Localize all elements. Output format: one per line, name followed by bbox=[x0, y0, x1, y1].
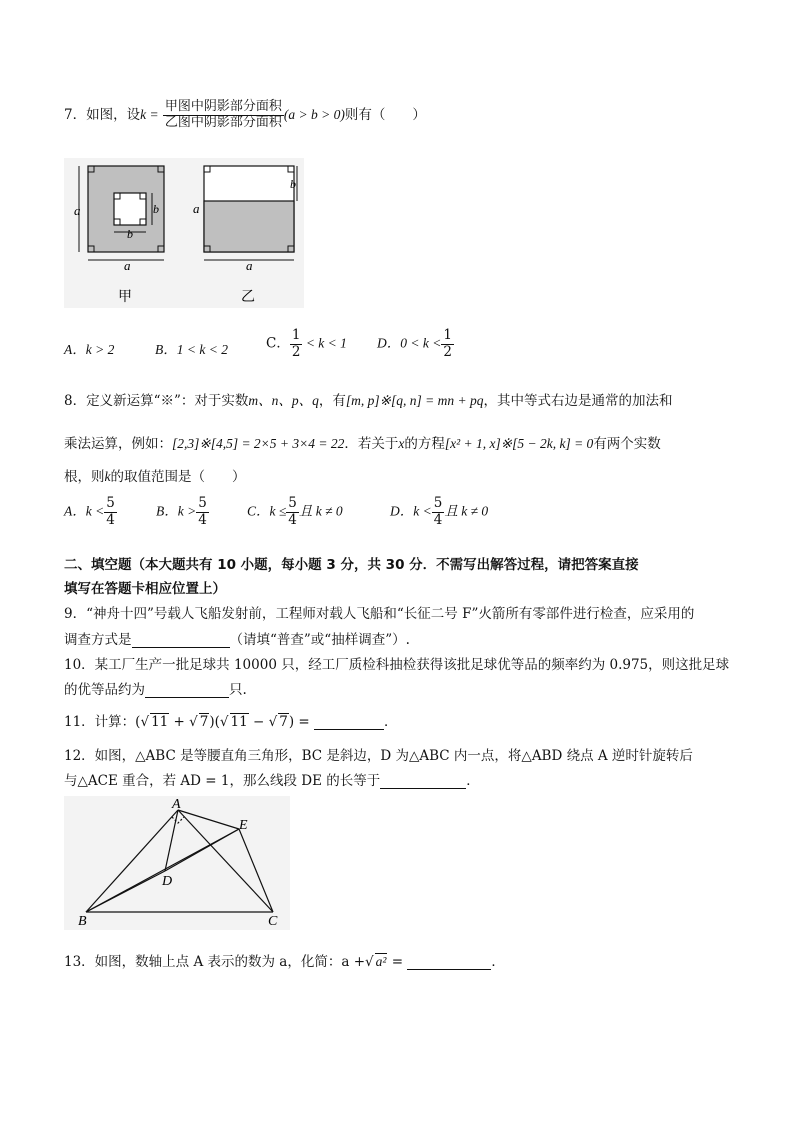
q8-line2: 乘法运算，例如：[2,3]※[4,5] = 2×5 + 3×4 = 22．若关于x的方程[x² + 1, x]※[5 − 2k, k] = 0有两个实数 bbox=[64, 436, 661, 452]
section2-heading-line2: 填写在答题卡相应位置上） bbox=[64, 581, 226, 597]
jia-a-label-v: a bbox=[74, 203, 81, 218]
q7-denominator: 乙图中阴影部分面积 bbox=[164, 114, 282, 130]
q8-option-d: D．k < $\frac{5}{4}$ 且 k ≠ 0 bbox=[390, 495, 489, 528]
jia-b-label-h: b bbox=[127, 227, 133, 241]
yi-b-label: b bbox=[290, 177, 296, 191]
q7-suffix: 则有（ ） bbox=[344, 106, 426, 123]
q10-line2: 的优等品约为 只. bbox=[64, 682, 247, 698]
point-B: B bbox=[78, 914, 87, 929]
q7-numerator: 甲图中阴影部分面积 bbox=[164, 99, 282, 114]
point-D: D bbox=[162, 874, 173, 889]
q7-option-a: A．k > 2 bbox=[64, 342, 115, 357]
q9-line1: 9．“神舟十四”号载人飞船发射前，工程师对载人飞船和“长征二号 F”火箭所有零部件进行检查，应采用的 bbox=[64, 606, 695, 622]
point-C: C bbox=[268, 914, 278, 929]
q13-answer-blank[interactable] bbox=[407, 953, 491, 970]
q7-condition: (a > b > 0) bbox=[283, 106, 345, 122]
q9-answer-blank[interactable] bbox=[132, 631, 230, 648]
q7-fraction bbox=[163, 100, 284, 131]
q8-option-b: B．k > $\frac{5}{4}$ bbox=[156, 495, 207, 528]
jia-caption: 甲 bbox=[118, 290, 132, 305]
q11-answer-blank[interactable] bbox=[314, 713, 384, 730]
yi-caption: 乙 bbox=[241, 290, 255, 305]
q11-line: 11．计算：(√ 11 + √ 7)(√ 11 − √ 7) = ． bbox=[64, 714, 398, 730]
q12-answer-blank[interactable] bbox=[380, 772, 466, 789]
q10-line1: 10．某工厂生产一批足球共 10000 只，经工厂质检科抽检获得该批足球优等品的频率约为 0.975，则这批足球 bbox=[64, 657, 730, 673]
q10-answer-blank[interactable] bbox=[145, 681, 229, 698]
q7-prefix: 7．如图，设 bbox=[64, 106, 141, 123]
q8-option-c: C．k ≤ $\frac{5}{4}$ 且 k ≠ 0 bbox=[247, 495, 343, 528]
q7-option-d: D．0 < k < $\frac{1}{2}$ bbox=[377, 327, 452, 360]
q13-line: 13．如图，数轴上点 A 表示的数为 a，化简：a +√ a² = ． bbox=[64, 954, 505, 970]
yi-a-label-h: a bbox=[246, 258, 253, 273]
jia-b-label-v: b bbox=[153, 202, 159, 216]
q12-figure bbox=[64, 796, 290, 930]
yi-a-label-v: a bbox=[193, 201, 200, 216]
q12-line2: 与△ACE 重合，若 AD = 1，那么线段 DE 的长等于 ． bbox=[64, 773, 480, 789]
q9-line2: 调查方式是 （请填“普查”或“抽样调查”）. bbox=[64, 632, 410, 648]
jia-inner-square bbox=[114, 193, 146, 225]
q7-option-c: C． $\frac{1}{2}$ < k < 1 bbox=[266, 327, 347, 360]
q8-line1: 8．定义新运算“※”：对于实数m、n、p、q，有[m, p]※[q, n] = mn + pq，其中等式右边是通常的加法和 bbox=[64, 393, 673, 409]
q7-figure bbox=[64, 158, 304, 308]
point-A: A bbox=[172, 797, 181, 812]
point-E: E bbox=[239, 818, 248, 833]
q12-line1: 12．如图，△ABC 是等腰直角三角形，BC 是斜边，D 为△ABC 内一点，将△ABD 绕点 A 逆时针旋转后 bbox=[64, 748, 693, 764]
q7-stem bbox=[64, 100, 426, 131]
q7-k: k = bbox=[140, 106, 159, 122]
q8-option-a: A．k < $\frac{5}{4}$ bbox=[64, 495, 115, 528]
yi-shaded-region bbox=[204, 201, 294, 252]
q8-line3: 根，则k的取值范围是（ ） bbox=[64, 469, 246, 485]
section2-heading-line1: 二、填空题（本大题共有 10 小题，每小题 3 分，共 30 分．不需写出解答过程，请把答案直接 bbox=[64, 557, 639, 573]
q7-option-b: B．1 < k < 2 bbox=[155, 342, 228, 357]
jia-a-label-h: a bbox=[124, 258, 131, 273]
